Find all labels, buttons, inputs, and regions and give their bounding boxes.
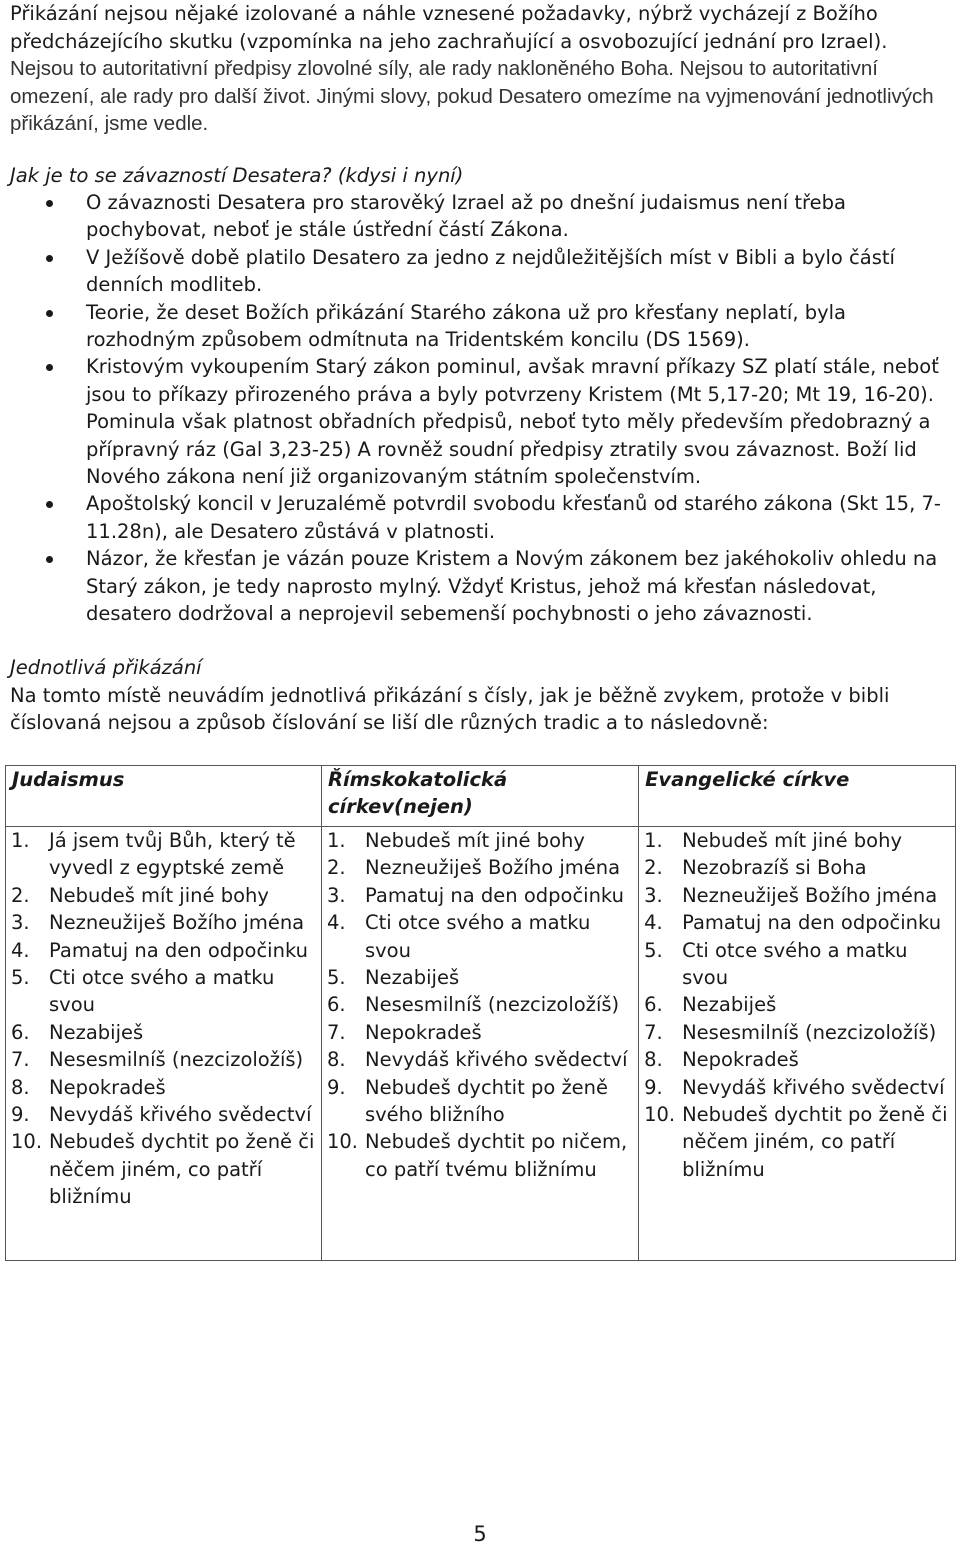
commandment-text: Nevydáš křivého svědectví [49, 1103, 312, 1127]
commandment-text: Nesesmilníš (nezcizoložíš) [682, 1020, 937, 1044]
list-item [6, 827, 321, 882]
commandment-text: Pamatuj na den odpočinku [364, 883, 624, 907]
header-rimskokatolicka: Římskokatolická církev(nejen) [321, 766, 638, 827]
column-evangelicke [639, 827, 956, 1261]
commandment-number: 5. [11, 966, 30, 990]
bullet-text: Názor, že křesťan je vázán pouze Kristem a Novým zákonem bez jakéhokoliv ohledu na Starý zákon, je tedy naprosto mylný. Vždyť Kristus, jehož má křesťan následovat, desatero dodržoval a neprojevil sebemenší pochybnosti o jeho závaznosti. [86, 547, 938, 626]
commandment-text: Pamatuj na den odpočinku [49, 938, 309, 962]
commandment-text: Nezneužiješ Božího jména [49, 911, 305, 935]
commandment-text: Nezabiješ [364, 966, 460, 990]
commandment-text: Cti otce svého a matku svou [49, 966, 275, 1017]
header-judaismus: Judaismus [6, 766, 322, 827]
commandment-text: Nezobrazíš si Boha [682, 856, 867, 880]
list-item [6, 1128, 321, 1210]
commandment-text: Nebudeš dychtit po ženě svého bližního [364, 1075, 609, 1127]
bullet-text: Kristovým vykoupením Starý zákon pominul, avšak mravní příkazy SZ platí stále, neboť jsou to příkazy přirozeného práva a byly potvrzeny Kristem (Mt 5,17-20; Mt 19, 16-20). Pominula však platnost obřadních předpisů, neboť tyto měly především předobrazný a přípravný ráz (Gal 3,23-25) A rovněž soudní předpisy ztratily svou závaznost. Boží lid Nového zákona není již organizovaným státním společenstvím. [86, 355, 939, 489]
commandment-number: 6. [644, 993, 663, 1017]
list-item [322, 1128, 638, 1183]
bullet-dot-icon [46, 364, 53, 371]
commandments-intro [10, 654, 950, 737]
bullet-text: Apoštolský koncil v Jeruzalémě potvrdil svobodu křesťanů od starého zákona (Skt 15, 7-11.28n), ale Desatero zůstává v platnosti. [86, 492, 941, 543]
commandment-number: 1. [644, 829, 663, 852]
list-item [6, 909, 321, 936]
commandment-text: Nesesmilníš (nezcizoložíš) [49, 1048, 304, 1072]
list-item [639, 1019, 955, 1046]
list-item [6, 1046, 321, 1073]
bullet-item [0, 545, 960, 627]
bullet-dot-icon [46, 556, 53, 563]
commandment-text: Nezabiješ [49, 1020, 144, 1044]
commandment-text: Nevydáš křivého svědectví [364, 1048, 628, 1072]
commandment-text: Pamatuj na den odpočinku [682, 911, 942, 935]
section-heading: Jak je to se závazností Desatera? (kdysi i nyní) [10, 164, 464, 187]
commandments-intro-text: Na tomto místě neuvádím jednotlivá přikázání s čísly, jak je běžně zvykem, protože v bibli číslovaná nejsou a způsob číslování se liší dle různých tradic a to následovně: [10, 683, 890, 734]
list-item [322, 854, 638, 881]
list-item [6, 1074, 321, 1101]
commandment-text: Já jsem tvůj Bůh, který tě vyvedl z egyptské země [49, 829, 296, 880]
commandment-number: 4. [11, 938, 30, 962]
list-item [322, 827, 638, 854]
commandment-number: 6. [11, 1020, 30, 1044]
list-item [6, 1019, 321, 1046]
commandment-number: 3. [11, 911, 30, 935]
list-item [639, 827, 955, 854]
commandment-number: 8. [11, 1075, 30, 1099]
commandment-text: Nebudeš mít jiné bohy [364, 829, 585, 852]
bullet-text: Teorie, že deset Božích přikázání Starého zákona už pro křesťany neplatí, byla rozhodným způsobem odmítnuta na Tridentském koncilu (DS 1569). [86, 300, 847, 352]
list-item [322, 1019, 638, 1046]
intro-paragraph [10, 0, 950, 138]
commandment-text: Nesesmilníš (nezcizoložíš) [364, 993, 620, 1017]
list-item [6, 964, 321, 1019]
list-item [639, 882, 955, 909]
commandment-number: 10. [11, 1130, 43, 1154]
commandment-number: 3. [644, 883, 663, 907]
bullet-dot-icon [46, 310, 53, 317]
commandment-number: 2. [326, 856, 346, 880]
table-header-row [6, 766, 956, 827]
bullet-dot-icon [46, 501, 53, 508]
commandment-number: 9. [644, 1075, 663, 1099]
page-number: 5 [473, 1522, 487, 1546]
commandment-list [6, 827, 321, 1211]
commandment-number: 7. [644, 1020, 663, 1044]
commandment-number: 8. [326, 1048, 346, 1072]
list-item [322, 1046, 638, 1073]
commandment-text: Nepokradeš [682, 1048, 799, 1072]
commandment-number: 9. [11, 1103, 30, 1127]
list-item [639, 937, 955, 992]
commandment-number: 6. [326, 993, 346, 1017]
bullet-text: V Ježíšově době platilo Desatero za jedno z nejdůležitějších míst v Bibli a bylo částí denních modliteb. [86, 245, 895, 297]
commandment-text: Nebudeš mít jiné bohy [682, 829, 903, 852]
list-item [639, 1046, 955, 1073]
list-item [322, 964, 638, 991]
commandment-number: 5. [644, 938, 663, 962]
list-item [322, 882, 638, 909]
commandment-text: Nepokradeš [49, 1075, 166, 1099]
list-item [6, 1101, 321, 1128]
commandment-number: 7. [326, 1020, 346, 1044]
commandment-number: 5. [326, 966, 346, 990]
commandment-text: Cti otce svého a matku svou [682, 938, 908, 990]
header-evangelicke: Evangelické církve [639, 766, 956, 827]
table-row [6, 827, 956, 1261]
commandment-text: Nezneužiješ Božího jména [682, 883, 938, 907]
list-item [6, 937, 321, 964]
bullet-dot-icon [46, 255, 53, 262]
list-item [639, 909, 955, 936]
list-item [639, 854, 955, 881]
commandment-text: Nevydáš křivého svědectví [682, 1075, 945, 1099]
intro-line-2: Nejsou to autoritativní předpisy zlovolné síly, ale rady nakloněného Boha. Nejsou to autoritativní omezení, ale rady pro další život. Jinými slovy, pokud Desatero omezíme na vyjmenování jednotlivých přikázání, jsme vedle. [10, 57, 934, 135]
list-item [322, 909, 638, 964]
list-item [639, 991, 955, 1018]
commandment-text: Nebudeš mít jiné bohy [49, 883, 269, 907]
intro-line-1: Přikázání nejsou nějaké izolované a náhle vznesené požadavky, nýbrž vycházejí z Božího předcházejícího skutku (vzpomínka na jeho zachraňující a osvobozující jednání pro Izrael). [10, 2, 888, 53]
list-item [6, 882, 321, 909]
bullet-item [0, 353, 960, 490]
commandment-number: 2. [644, 856, 663, 880]
list-item [639, 1101, 955, 1183]
commandment-list [322, 827, 638, 1183]
bullet-list [0, 189, 960, 628]
commandment-number: 1. [326, 829, 346, 852]
column-judaismus [6, 827, 322, 1261]
commandment-number: 3. [326, 883, 346, 907]
commandments-heading: Jednotlivá přikázání [10, 656, 202, 679]
bullet-dot-icon [46, 200, 53, 207]
commandment-number: 2. [11, 883, 30, 907]
list-item [639, 1074, 955, 1101]
commandment-number: 4. [326, 911, 346, 935]
commandment-text: Nezneužiješ Božího jména [364, 856, 621, 880]
bullet-item [0, 490, 960, 545]
commandment-list [639, 827, 955, 1183]
bullet-item [0, 244, 960, 299]
commandment-number: 7. [11, 1048, 30, 1072]
commandments-table [5, 765, 956, 1261]
list-item [322, 1074, 638, 1129]
commandment-number: 4. [644, 911, 663, 935]
commandment-number: 8. [644, 1048, 663, 1072]
commandment-text: Nebudeš dychtit po ničem, co patří tvému bližnímu [364, 1130, 628, 1181]
commandment-number: 1. [11, 829, 30, 852]
bullet-item [0, 189, 960, 244]
commandment-text: Nezabiješ [682, 993, 777, 1017]
bullet-text: O závaznosti Desatera pro starověký Izrael až po dnešní judaismus není třeba pochybovat, neboť je stále ústřední částí Zákona. [86, 191, 846, 242]
commandment-number: 10. [326, 1130, 358, 1154]
list-item [322, 991, 638, 1018]
commandment-number: 9. [326, 1075, 346, 1099]
bullet-item [0, 299, 960, 354]
commandment-text: Nepokradeš [364, 1020, 482, 1044]
commandment-number: 10. [644, 1103, 676, 1127]
commandment-text: Cti otce svého a matku svou [364, 911, 591, 962]
commandment-text: Nebudeš dychtit po ženě či něčem jiném, co patří bližnímu [682, 1103, 948, 1181]
commandment-text: Nebudeš dychtit po ženě či něčem jiném, co patří bližnímu [49, 1130, 315, 1209]
column-rimskokatolicka [321, 827, 638, 1261]
